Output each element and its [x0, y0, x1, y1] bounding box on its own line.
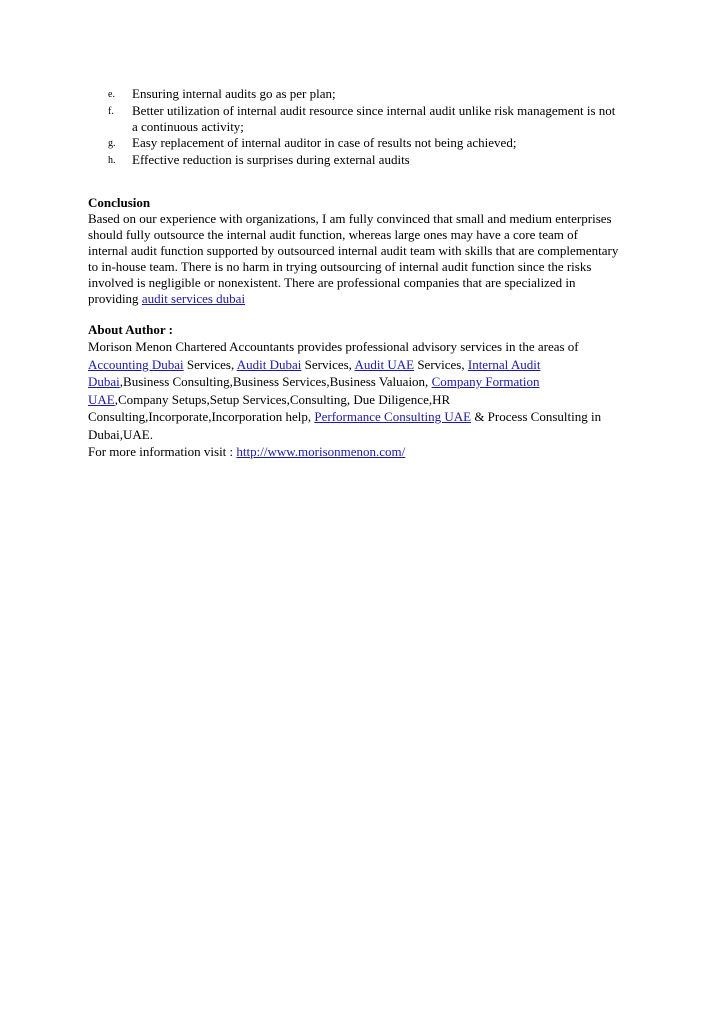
list-item: [104, 135, 664, 152]
list-marker: e.: [108, 89, 115, 100]
list-item: [104, 86, 664, 103]
audit-dubai-link[interactable]: Audit Dubai: [236, 356, 302, 372]
list-item-text: Better utilization of internal audit resource since internal audit unlike risk management is not a continuous activity;: [132, 103, 616, 134]
list-item: [104, 152, 664, 169]
list-item: [104, 103, 664, 135]
about-author-heading: About Author :: [88, 322, 174, 337]
company-formation-uae-link[interactable]: Company Formation: [431, 374, 540, 389]
audit-services-dubai-link[interactable]: audit services dubai: [141, 291, 246, 306]
company-formation-uae-link-cont[interactable]: UAE: [88, 391, 115, 407]
conclusion-heading: Conclusion: [88, 195, 151, 210]
list-item-text: Ensuring internal audits go as per plan;: [132, 86, 336, 101]
list-marker: f.: [108, 106, 114, 117]
performance-consulting-uae-link[interactable]: Performance Consulting UAE: [314, 409, 472, 424]
internal-audit-dubai-link[interactable]: Internal Audit: [467, 356, 541, 372]
about-author-paragraph: Morison Menon Chartered Accountants provides professional advisory services in the areas of Accounting Dubai Services, Audit Dubai Services, Audit UAE Services, Internal Audit Dubai,Business Consulting,Business Services,Business Valuaion, Company Formation UAE,Company Setups,Setup Services,Consulting, Due Diligence,HR Consulting,Incorporate,Incorporation help, Performance Consulting UAE & Process Consulting in Dubai,UAE. For more information visit : http://www.morisonmenon.com/: [88, 339, 602, 459]
audit-uae-link[interactable]: Audit UAE: [354, 356, 415, 372]
website-link[interactable]: http://www.morisonmenon.com/: [236, 444, 406, 459]
list-marker: h.: [108, 155, 116, 166]
list-marker: g.: [108, 138, 116, 149]
conclusion-paragraph: Based on our experience with organizations, I am fully convinced that small and medium enterprises should fully outsource the internal audit function, whereas large ones may have a core team of internal audit function supported by outsourced internal audit team with skills that are complementary to in-house team. There is no harm in trying outsourcing of internal audit function since the risks involved is negligible or nonexistent. There are professional companies that are specialized in providing audit services dubai: [88, 211, 619, 306]
accounting-dubai-link[interactable]: Accounting Dubai: [88, 356, 184, 372]
internal-audit-dubai-link-cont[interactable]: Dubai: [88, 374, 120, 389]
list-item-text: Easy replacement of internal auditor in case of results not being achieved;: [132, 135, 517, 150]
benefits-list: [104, 86, 664, 169]
list-item-text: Effective reduction is surprises during external audits: [132, 152, 410, 167]
